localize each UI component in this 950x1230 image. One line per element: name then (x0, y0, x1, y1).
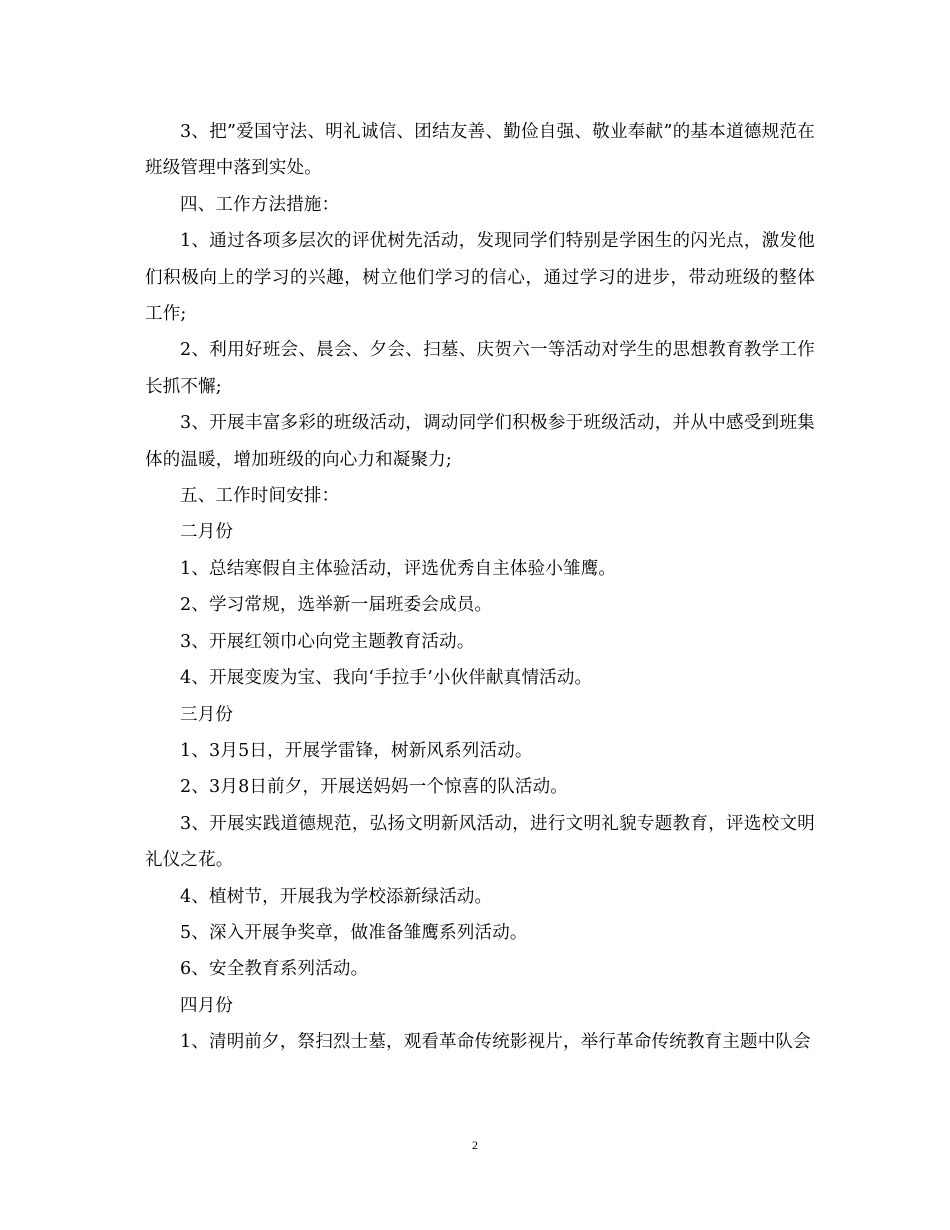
list-item-march-2: 2、3月8日前夕，开展送妈妈一个惊喜的队活动。 (180, 777, 569, 798)
list-item-march-5: 5、深入开展争奖章，做准备雏鹰系列活动。 (180, 922, 528, 943)
paragraph-method-3: 3、开展丰富多彩的班级活动，调动同学们积极参于班级活动，并从中感受到班集体的温暖，增加班级的向心力和凝聚力; (145, 413, 815, 470)
heading-work-methods: 四、工作方法措施： (180, 194, 340, 215)
list-item-february-4: 4、开展变废为宝、我向‘手拉手’小伙伴献真情活动。 (180, 668, 593, 689)
list-item-february-2: 2、学习常规，选举新一届班委会成员。 (180, 595, 493, 616)
heading-april: 四月份 (180, 995, 234, 1016)
heading-march: 三月份 (180, 704, 234, 725)
heading-schedule: 五、工作时间安排： (180, 486, 340, 507)
list-item-february-3: 3、开展红领巾心向党主题教育活动。 (180, 631, 475, 652)
heading-february: 二月份 (180, 522, 234, 543)
paragraph-moral-norms: 3、把”爱国守法、明礼诚信、团结友善、勤俭自强、敬业奉献”的基本道德规范在班级管理中落到实处。 (145, 122, 815, 179)
list-item-march-1: 1、3月5日，开展学雷锋，树新风系列活动。 (180, 740, 533, 761)
list-item-march-3: 3、开展实践道德规范，弘扬文明新风活动，进行文明礼貌专题教育，评选校文明礼仪之花。 (145, 813, 815, 871)
list-item-march-4: 4、植树节，开展我为学校添新绿活动。 (180, 886, 493, 907)
page-number: 2 (472, 1138, 478, 1152)
paragraph-method-2: 2、利用好班会、晨会、夕会、扫墓、庆贺六一等活动对学生的思想教育教学工作长抓不懈; (145, 340, 815, 397)
paragraph-method-1: 1、通过各项多层次的评优树先活动，发现同学们特别是学困生的闪光点，激发他们积极向上的学习的兴趣，树立他们学习的信心，通过学习的进步，带动班级的整体工作; (145, 231, 815, 325)
list-item-march-6: 6、安全教育系列活动。 (180, 959, 369, 980)
list-item-february-1: 1、总结寒假自主体验活动，评选优秀自主体验小雏鹰。 (180, 558, 617, 579)
document-body (145, 114, 815, 1061)
list-item-april-1: 1、清明前夕，祭扫烈士墓，观看革命传统影视片，举行革命传统教育主题中队会 (180, 1032, 811, 1053)
